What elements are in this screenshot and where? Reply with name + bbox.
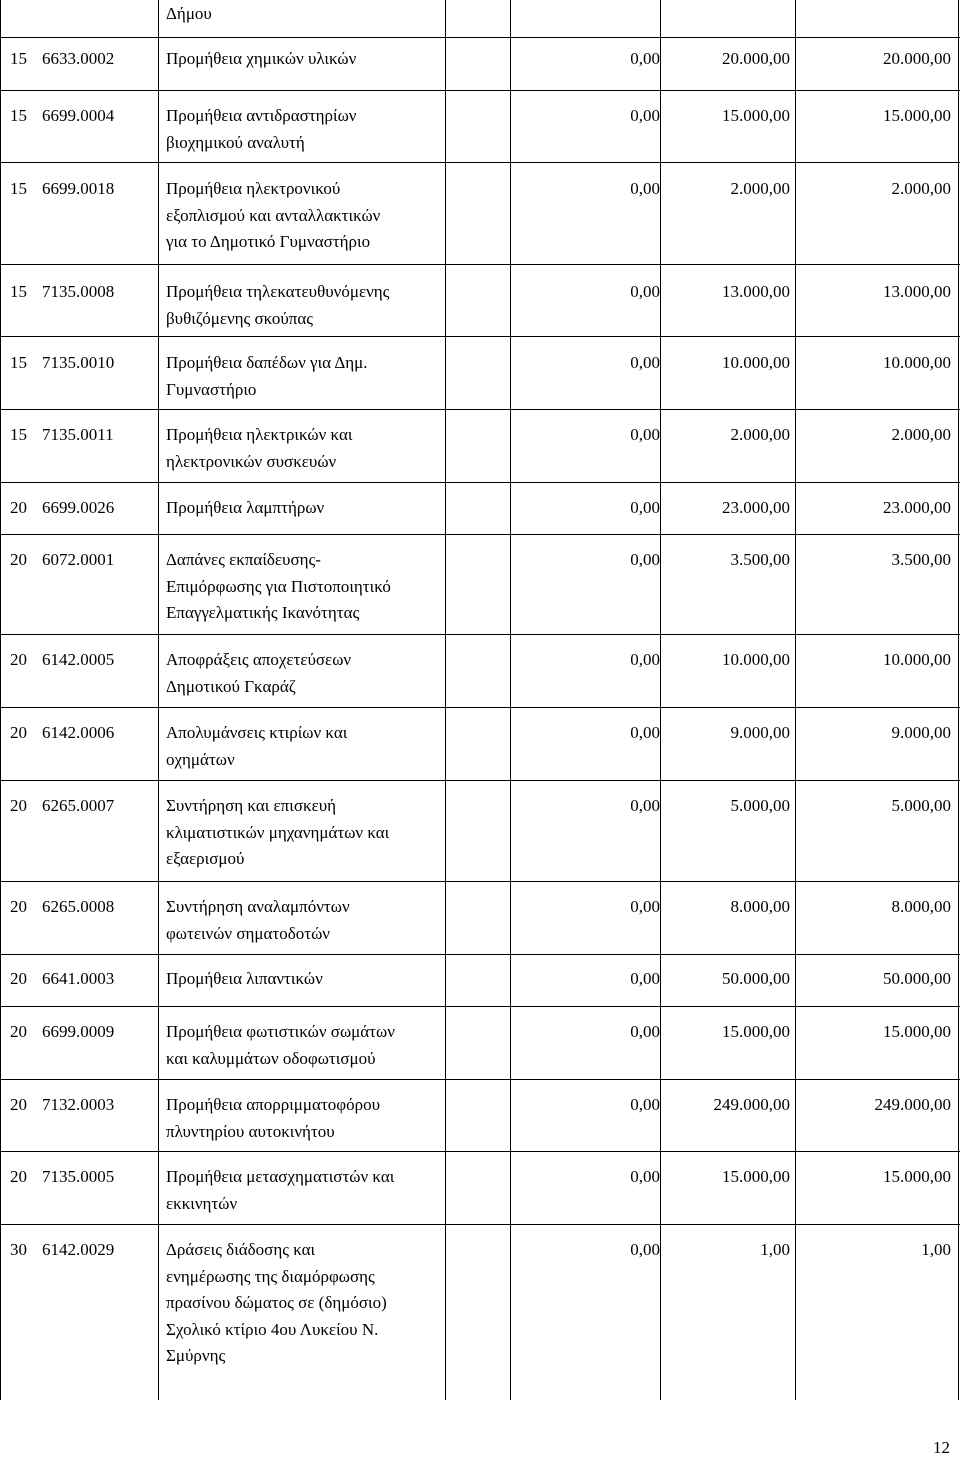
amount-initial: 0,00	[630, 498, 660, 517]
amount-initial: 0,00	[630, 1167, 660, 1186]
kae-group: 15	[10, 49, 27, 68]
kae-code: 6699.0004	[42, 106, 115, 125]
amount-final: 10.000,00	[883, 650, 951, 669]
kae-code: 7132.0003	[42, 1095, 115, 1114]
description-line: Δημοτικού Γκαράζ	[166, 676, 296, 696]
row-divider	[0, 534, 960, 535]
amount-change: 10.000,00	[722, 353, 790, 372]
description-line: Σχολικό κτίριο 4ου Λυκείου Ν.	[166, 1319, 379, 1339]
row-divider	[0, 336, 960, 337]
kae-code: 6699.0018	[42, 179, 115, 198]
description-line: Προμήθεια λιπαντικών	[166, 969, 323, 988]
kae-group: 15	[10, 282, 27, 301]
amount-final: 2.000,00	[891, 179, 951, 198]
kae-code: 6699.0009	[42, 1022, 115, 1041]
kae-code: 6142.0006	[42, 723, 115, 742]
amount-initial: 0,00	[630, 106, 660, 125]
amount-change: 15.000,00	[722, 106, 790, 125]
amount-initial: 0,00	[630, 969, 660, 988]
row-divider	[0, 954, 960, 955]
amount-change: 2.000,00	[730, 179, 790, 198]
row-divider	[0, 1224, 960, 1225]
kae-code: 6699.0026	[42, 498, 115, 517]
kae-group: 20	[10, 550, 27, 569]
description-line: Προμήθεια ηλεκτρικών και	[166, 425, 353, 444]
kae-code: 7135.0011	[42, 425, 114, 444]
description-line: Γυμναστήριο	[166, 379, 257, 399]
description-line: βυθιζόμενης σκούπας	[166, 308, 314, 328]
kae-code: 7135.0010	[42, 353, 115, 372]
kae-code: 6142.0005	[42, 650, 115, 669]
row-divider	[0, 37, 960, 38]
column-divider	[445, 0, 446, 1400]
description-line: Προμήθεια αντιδραστηρίων	[166, 106, 357, 125]
amount-change: 20.000,00	[722, 49, 790, 68]
kae-group: 20	[10, 650, 27, 669]
amount-initial: 0,00	[630, 179, 660, 198]
row-divider	[0, 409, 960, 410]
amount-final: 20.000,00	[883, 49, 951, 68]
amount-initial: 0,00	[630, 650, 660, 669]
description-line: ενημέρωσης της διαμόρφωσης	[166, 1266, 375, 1286]
amount-final: 15.000,00	[883, 1022, 951, 1041]
description-line: Απολυμάνσεις κτιρίων και	[166, 723, 348, 742]
amount-initial: 0,00	[630, 723, 660, 742]
kae-group: 20	[10, 1022, 27, 1041]
kae-code: 6641.0003	[42, 969, 115, 988]
amount-final: 3.500,00	[891, 550, 951, 569]
kae-group: 15	[10, 425, 27, 444]
page-number: 12	[933, 1438, 950, 1457]
amount-final: 8.000,00	[891, 897, 951, 916]
amount-change: 15.000,00	[722, 1167, 790, 1186]
description-line: Προμήθεια φωτιστικών σωμάτων	[166, 1022, 395, 1041]
description-line: εξαερισμού	[166, 849, 245, 868]
kae-group: 15	[10, 106, 27, 125]
amount-final: 23.000,00	[883, 498, 951, 517]
row-divider	[0, 162, 960, 163]
row-divider	[0, 1006, 960, 1007]
column-divider	[660, 0, 661, 1400]
description-line: Συντήρηση και επισκευή	[166, 796, 337, 815]
amount-final: 13.000,00	[883, 282, 951, 301]
description-line: ηλεκτρονικών συσκευών	[166, 451, 337, 471]
row-divider	[0, 881, 960, 882]
amount-change: 2.000,00	[730, 425, 790, 444]
kae-group: 15	[10, 353, 27, 372]
kae-code: 6142.0029	[42, 1240, 115, 1259]
description-line: εκκινητών	[166, 1193, 238, 1213]
amount-initial: 0,00	[630, 1095, 660, 1114]
amount-change: 23.000,00	[722, 498, 790, 517]
amount-change: 50.000,00	[722, 969, 790, 988]
kae-code: 6072.0001	[42, 550, 115, 569]
row-divider	[0, 707, 960, 708]
kae-group: 20	[10, 796, 27, 815]
description-line: Προμήθεια τηλεκατευθυνόμενης	[166, 282, 390, 301]
description-line: Προμήθεια λαμπτήρων	[166, 498, 325, 517]
kae-group: 20	[10, 969, 27, 988]
header-fragment: Δήμου	[166, 4, 212, 23]
description-line: φωτεινών σηματοδοτών	[166, 923, 330, 943]
description-line: Σμύρνης	[166, 1346, 226, 1365]
row-divider	[0, 90, 960, 91]
amount-initial: 0,00	[630, 353, 660, 372]
description-line: Προμήθεια χημικών υλικών	[166, 49, 357, 68]
description-line: κλιματιστικών μηχανημάτων και	[166, 822, 390, 842]
amount-final: 2.000,00	[891, 425, 951, 444]
amount-initial: 0,00	[630, 796, 660, 815]
description-line: για το Δημοτικό Γυμναστήριο	[166, 232, 371, 251]
row-divider	[0, 1151, 960, 1152]
column-divider	[158, 0, 159, 1400]
amount-change: 10.000,00	[722, 650, 790, 669]
description-line: Συντήρηση αναλαμπόντων	[166, 897, 350, 916]
kae-code: 7135.0008	[42, 282, 115, 301]
amount-final: 249.000,00	[874, 1095, 951, 1114]
kae-group: 20	[10, 1167, 27, 1186]
kae-group: 20	[10, 1095, 27, 1114]
description-line: βιοχημικού αναλυτή	[166, 132, 305, 152]
kae-group: 20	[10, 897, 27, 916]
amount-final: 10.000,00	[883, 353, 951, 372]
row-divider	[0, 264, 960, 265]
amount-change: 3.500,00	[730, 550, 790, 569]
description-line: Προμήθεια ηλεκτρονικού	[166, 179, 341, 198]
row-divider	[0, 482, 960, 483]
kae-group: 15	[10, 179, 27, 198]
column-divider	[0, 0, 1, 1400]
amount-initial: 0,00	[630, 550, 660, 569]
amount-final: 15.000,00	[883, 1167, 951, 1186]
amount-final: 1,00	[921, 1240, 951, 1259]
amount-change: 8.000,00	[730, 897, 790, 916]
amount-initial: 0,00	[630, 897, 660, 916]
description-line: Προμήθεια μετασχηματιστών και	[166, 1167, 395, 1186]
description-line: πρασίνου δώματος σε (δημόσιο)	[166, 1293, 387, 1312]
description-line: πλυντηρίου αυτοκινήτου	[166, 1121, 335, 1141]
amount-final: 50.000,00	[883, 969, 951, 988]
kae-code: 6265.0007	[42, 796, 115, 815]
amount-change: 15.000,00	[722, 1022, 790, 1041]
description-line: Δράσεις διάδοσης και	[166, 1240, 316, 1259]
kae-group: 30	[10, 1240, 27, 1259]
column-divider	[795, 0, 796, 1400]
amount-initial: 0,00	[630, 425, 660, 444]
kae-group: 20	[10, 723, 27, 742]
amount-change: 13.000,00	[722, 282, 790, 301]
description-line: Αποφράξεις αποχετεύσεων	[166, 650, 352, 669]
description-line: οχημάτων	[166, 749, 235, 769]
amount-initial: 0,00	[630, 1022, 660, 1041]
description-line: εξοπλισμού και ανταλλακτικών	[166, 205, 381, 225]
description-line: Επαγγελματικής Ικανότητας	[166, 603, 360, 622]
kae-code: 6633.0002	[42, 49, 115, 68]
amount-final: 9.000,00	[891, 723, 951, 742]
kae-code: 6265.0008	[42, 897, 115, 916]
kae-code: 7135.0005	[42, 1167, 115, 1186]
column-divider	[510, 0, 511, 1400]
row-divider	[0, 780, 960, 781]
row-divider	[0, 634, 960, 635]
amount-initial: 0,00	[630, 1240, 660, 1259]
amount-initial: 0,00	[630, 282, 660, 301]
amount-final: 15.000,00	[883, 106, 951, 125]
description-line: Προμήθεια δαπέδων για Δημ.	[166, 353, 368, 372]
amount-change: 5.000,00	[730, 796, 790, 815]
column-divider	[958, 0, 959, 1400]
amount-final: 5.000,00	[891, 796, 951, 815]
description-line: Επιμόρφωσης για Πιστοποιητικό	[166, 576, 391, 596]
amount-initial: 0,00	[630, 49, 660, 68]
description-line: Δαπάνες εκπαίδευσης-	[166, 550, 321, 569]
row-divider	[0, 1079, 960, 1080]
amount-change: 1,00	[760, 1240, 790, 1259]
description-line: και καλυμμάτων οδοφωτισμού	[166, 1048, 376, 1068]
amount-change: 9.000,00	[730, 723, 790, 742]
description-line: Προμήθεια απορριμματοφόρου	[166, 1095, 380, 1114]
amount-change: 249.000,00	[713, 1095, 790, 1114]
kae-group: 20	[10, 498, 27, 517]
